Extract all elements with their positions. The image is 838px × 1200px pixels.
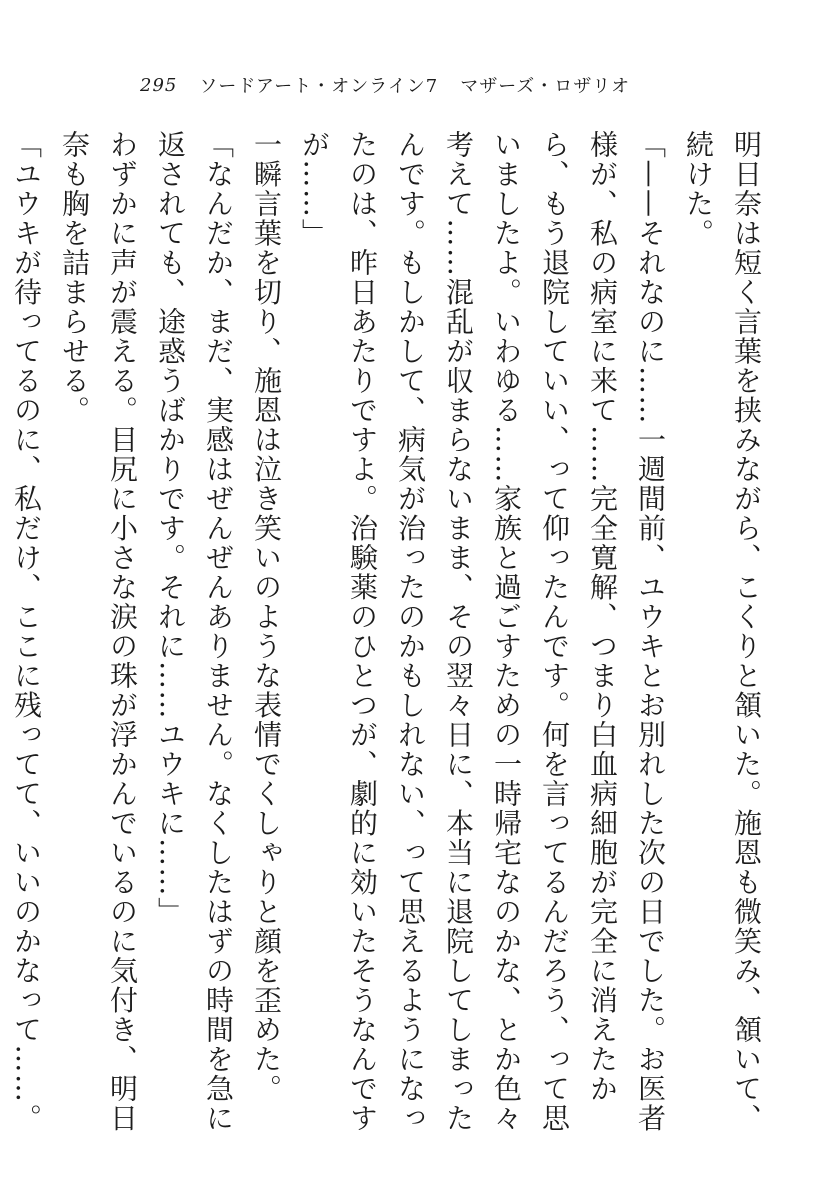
paragraph: 「なんだか、まだ、実感はぜんぜんありません。なくしたはずの時間を急に返されても、途惑うばかりです。それに……ユウキに……」 [154,130,235,1133]
page-number: 295 [140,74,178,96]
paragraph: 「——それなのに……一週間前、ユウキとお別れした次の日でした。お医者様が、私の病室に来て……完全寛解、つまり白血病細胞が完全に消えたから、もう退院していい、って仰ったんです。何を言ってるんだろう、って思いましたよ。いわゆる……家族と過ごすための一時帰宅なのかな、とか色々考えて……混乱が収まらないまま、その翌々日に、本当に退院してしまったんです。もしかして、病気が治ったのかもしれない、って思えるようになったのは、昨日あたりですよ。治験薬のひとつが、劇的に効いたそうなんですが……」 [298,130,667,1133]
paragraph: 「ユウキが待ってるのに、私だけ、ここに残ってて、いいのかなって……。 [10,130,43,1133]
book-title: ソードアート・オンライン7 [199,76,439,97]
paragraph: 明日奈は短く言葉を挟みながら、こくりと頷いた。施恩も微笑み、頷いて、続けた。 [682,130,763,1133]
running-header [140,70,630,100]
paragraph: わずかに声が震える。目尻に小さな涙の珠が浮かんでいるのに気付き、明日奈も胸を詰まらせる。 [58,130,139,1133]
book-subtitle: マザーズ・ロザリオ [460,76,631,97]
paragraph: 一瞬言葉を切り、施恩は泣き笑いのような表情でくしゃりと顔を歪めた。 [250,130,283,1104]
body-text [10,130,770,1140]
